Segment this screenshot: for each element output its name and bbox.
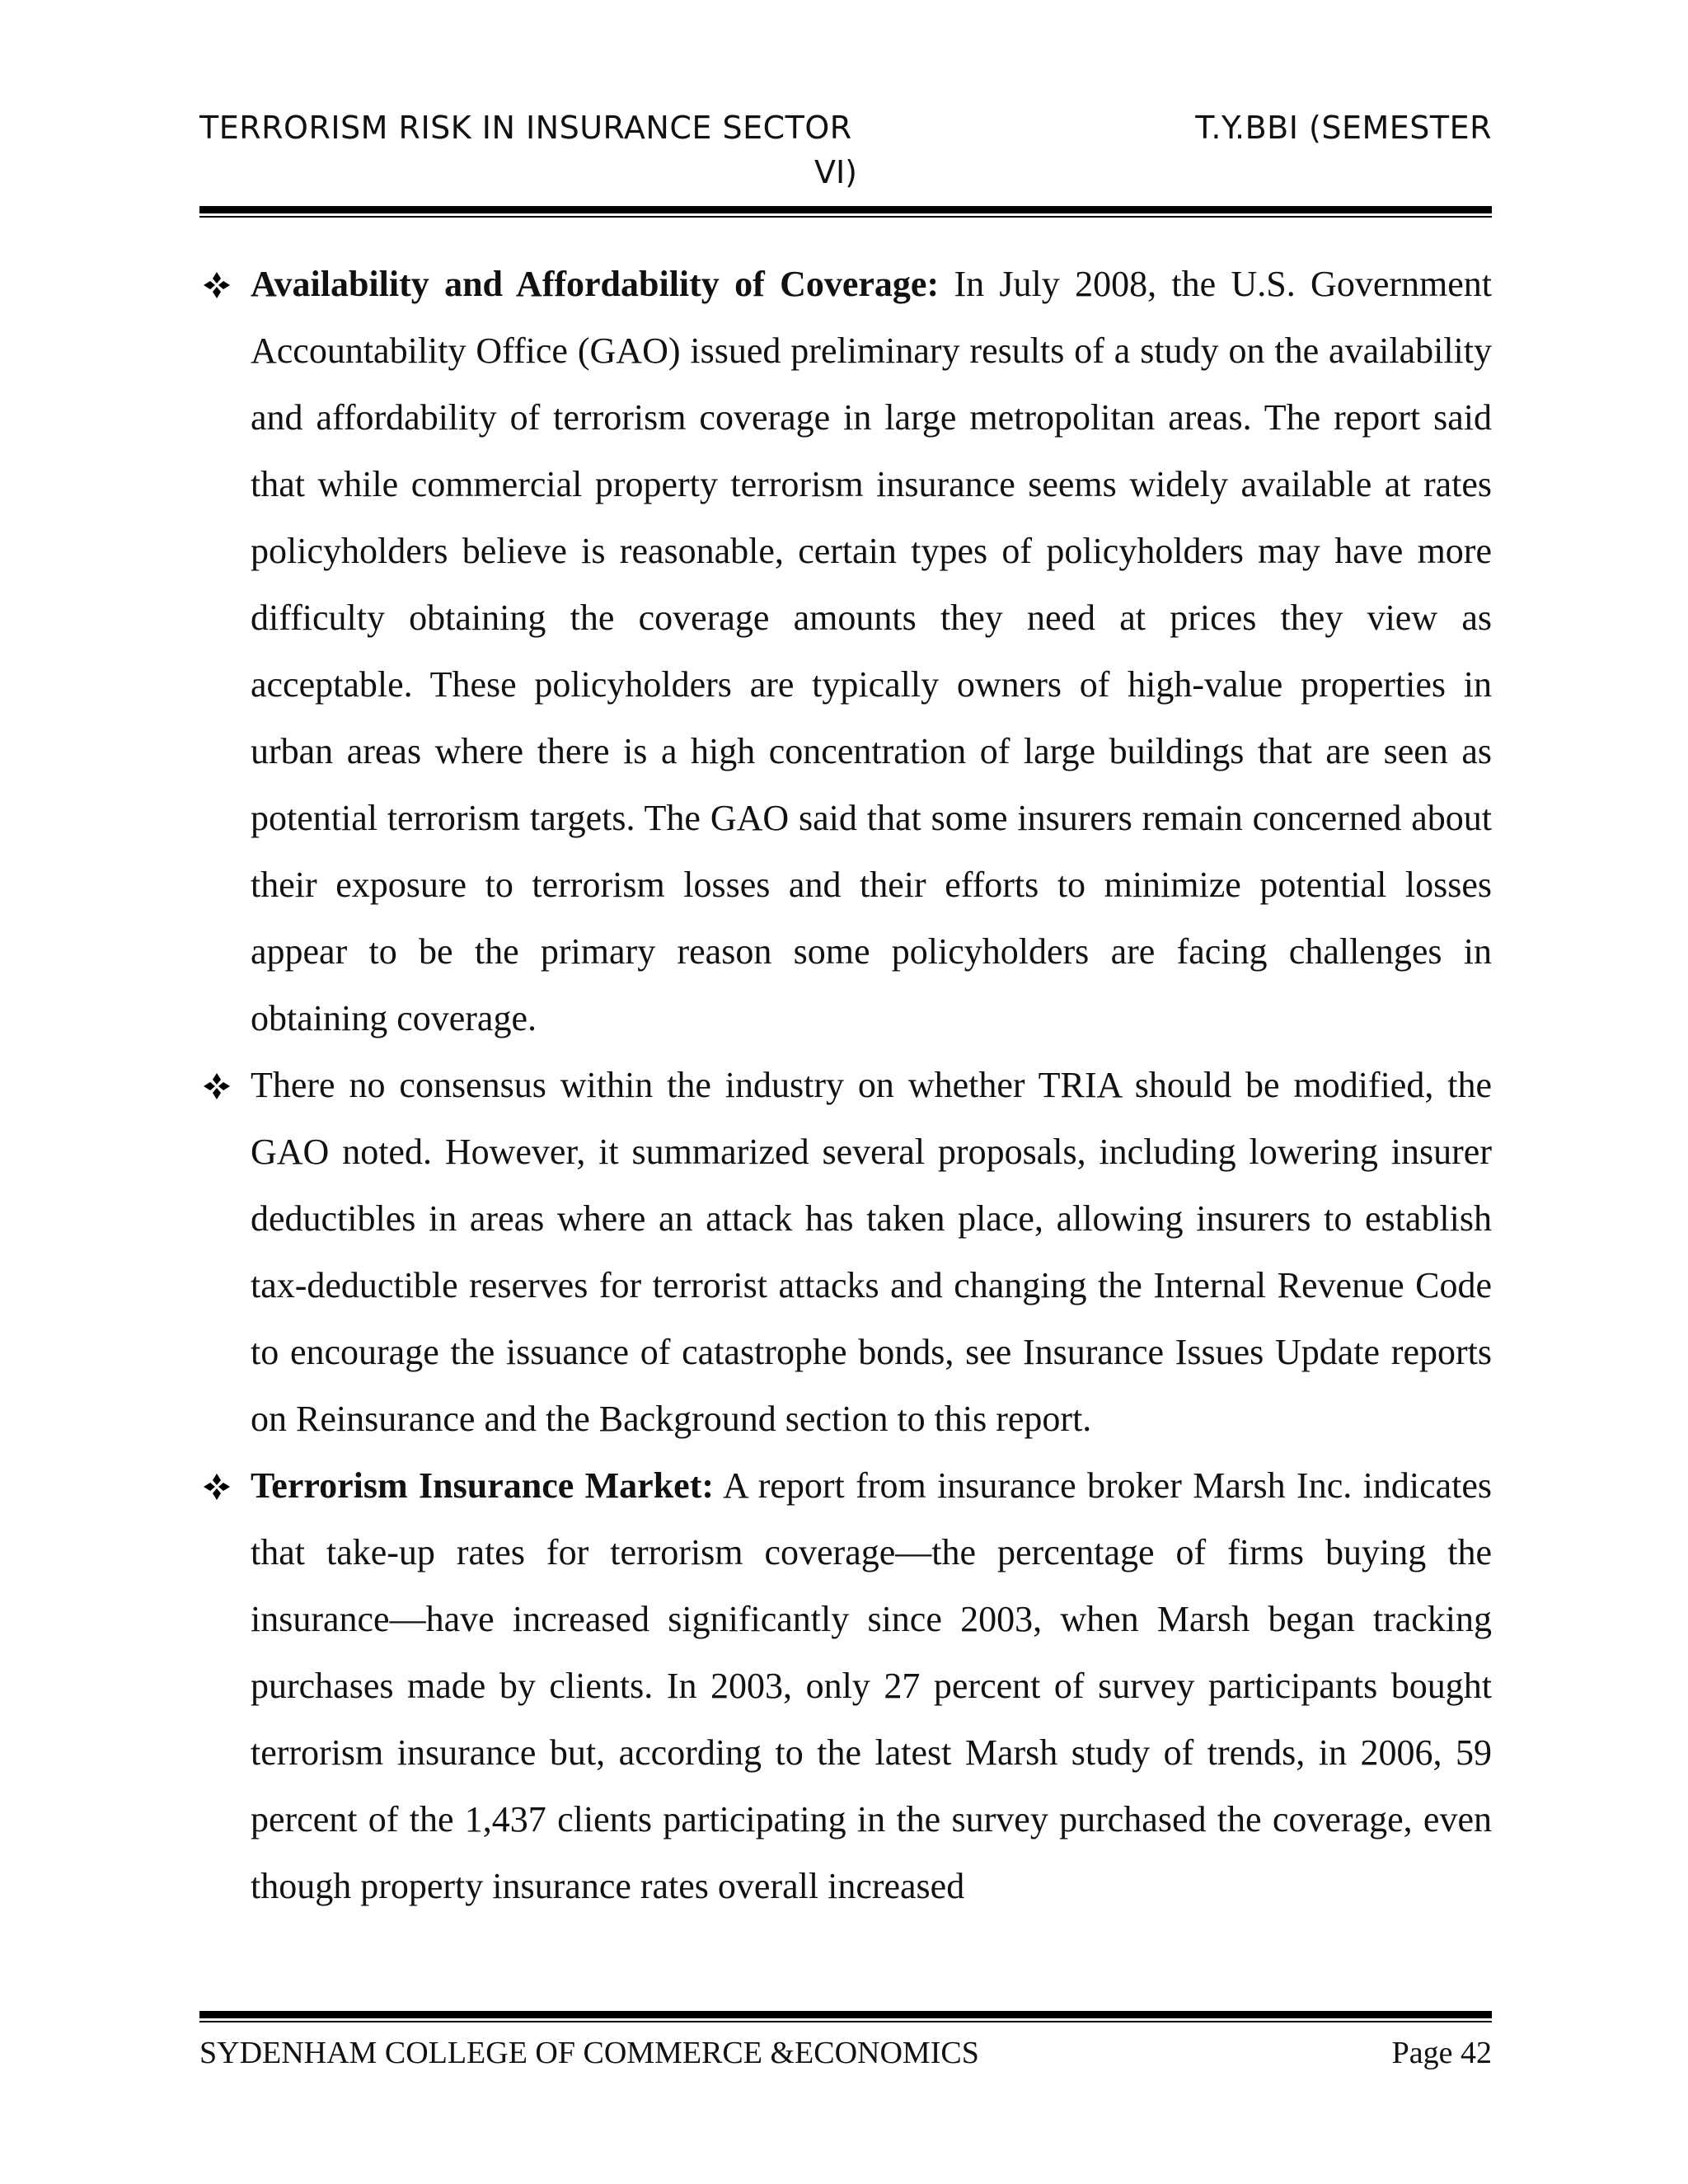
diamond-bullet-icon [203, 1052, 231, 1118]
footer-rule-thin [199, 2021, 1492, 2022]
diamond-bullet-icon [203, 251, 231, 317]
bullet-text: In July 2008, the U.S. Government Accountability Office (GAO) issued preliminary results of a study on the availability and affordability of terrorism coverage in large metropolitan areas. The report said that while commercial property terrorism insurance seems widely available at rates policyholders believe is reasonable, certain types of policyholders may have more difficulty obtaining the coverage amounts they need at prices they view as acceptable. These policyholders are typically owners of high-value properties in urban areas where there is a high concentration of large buildings that are seen as potential terrorism targets. The GAO said that some insurers remain concerned about their exposure to terrorism losses and their efforts to minimize potential losses appear to be the primary reason some policyholders are facing challenges in obtaining coverage. [251, 264, 1492, 1038]
footer-rule-thick [199, 2011, 1492, 2018]
header-rule [199, 206, 1492, 218]
header-rule-thin [199, 216, 1492, 218]
header-rule-thick [199, 206, 1492, 213]
footer-college: SYDENHAM COLLEGE OF COMMERCE &ECONOMICS [199, 2036, 979, 2070]
header-course-wrap [199, 154, 1492, 190]
bullet-text: A report from insurance broker Marsh Inc. indicates that take-up rates for terrorism coverage—the percentage of firms buying the insurance—have increased significantly since 2003, when Marsh began tracking purchases made by clients. In 2003, only 27 percent of survey participants bought terrorism insurance but, according to the latest Marsh study of trends, in 2006, 59 percent of the 1,437 clients participating in the survey purchased the coverage, even though property insurance rates overall increased [251, 1465, 1493, 1906]
header-course: T.Y.BBI (SEMESTER [1195, 110, 1492, 146]
bullet-item-availability [199, 251, 1492, 1052]
page-footer [199, 2032, 1492, 2074]
page-number: Page 42 [1391, 2036, 1492, 2070]
header-title: TERRORISM RISK IN INSURANCE SECTOR [199, 110, 852, 146]
footer-rule [199, 2011, 1492, 2022]
page-content [199, 251, 1492, 1919]
page-header [199, 105, 1492, 190]
bullet-text: There no consensus within the industry on whether TRIA should be modified, the GAO noted. However, it summarized several proposals, including lowering insurer deductibles in areas where an attack has taken place, allowing insurers to establish tax-deductible reserves for terrorist attacks and changing the Internal Revenue Code to encourage the issuance of catastrophe bonds, see Insurance Issues Update reports on Reinsurance and the Background section to this report. [251, 1065, 1492, 1439]
bullet-title: Availability and Affordability of Coverage: [251, 264, 940, 304]
bullet-item-consensus [199, 1052, 1492, 1452]
header-course-wrap-text: VI) [814, 154, 858, 190]
bullet-title: Terrorism Insurance Market: [251, 1465, 715, 1506]
diamond-bullet-icon [203, 1452, 231, 1519]
bullet-item-market [199, 1452, 1492, 1919]
